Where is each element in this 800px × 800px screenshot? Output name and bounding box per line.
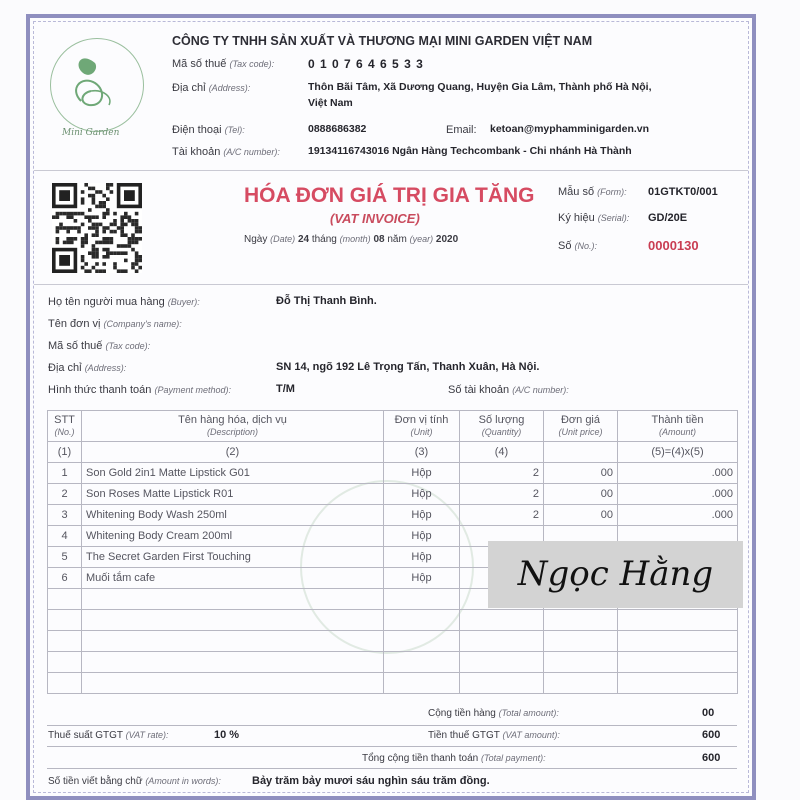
company-name: CÔNG TY TNHH SẢN XUẤT VÀ THƯƠNG MẠI MINI GARDEN VIỆT NAM [172, 34, 593, 48]
subtotal-row [47, 704, 737, 726]
cell-unit: Hộp [384, 568, 460, 589]
cell-description: Son Roses Matte Lipstick R01 [82, 484, 384, 505]
buyer-address: SN 14, ngõ 192 Lê Trọng Tấn, Thanh Xuân, Hà Nội. [276, 361, 540, 373]
cell-unit: Hộp [384, 505, 460, 526]
subtotal-label: Cộng tiền hàng (Total amount): [428, 708, 559, 719]
cell-unit-price: 00 [544, 484, 618, 505]
seller-email[interactable]: ketoan@myphamminigarden.vn [490, 123, 650, 135]
cell-no: 5 [48, 547, 82, 568]
cell-quantity: 2 [460, 484, 544, 505]
invoice-title: HÓA ĐƠN GIÁ TRỊ GIA TĂNG [244, 184, 535, 207]
seller-address-line1: Thôn Bãi Tâm, Xã Dương Quang, Huyện Gia Lâm, Thành phố Hà Nội, [308, 81, 652, 93]
cell-description: Whitening Body Wash 250ml [82, 505, 384, 526]
cell-no: 3 [48, 505, 82, 526]
form-label: Mẫu số (Form): [558, 186, 627, 198]
table-row [48, 484, 738, 505]
vat-rate-label: Thuế suất GTGT (VAT rate): [48, 730, 169, 741]
invoice-no: 0000130 [648, 238, 699, 253]
subtotal-value: 00 [702, 707, 715, 719]
logo-script-text: Mini Garden [62, 128, 120, 138]
index-cell [544, 442, 618, 463]
index-cell: (4) [460, 442, 544, 463]
seller-tax-label: Mã số thuế (Tax code): [172, 58, 275, 70]
name-overlay: Ngọc Hằng [488, 541, 743, 608]
cell-unit: Hộp [384, 547, 460, 568]
cell-amount: .000 [618, 463, 738, 484]
col-header-no: STT (No.) [48, 411, 82, 442]
buyer-company-label: Tên đơn vị (Company's name): [48, 318, 182, 330]
cell-no: 1 [48, 463, 82, 484]
leaf-icon [51, 39, 143, 131]
invoice-subtitle: (VAT INVOICE) [330, 211, 420, 226]
index-cell: (1) [48, 442, 82, 463]
col-header-quantity: Số lượng (Quantity) [460, 411, 544, 442]
seller-address-line2: Việt Nam [308, 97, 353, 109]
cell-unit: Hộp [384, 484, 460, 505]
vat-amount: 600 [702, 729, 721, 741]
form-value: 01GTKT0/001 [648, 186, 718, 198]
cell-amount: .000 [618, 505, 738, 526]
cell-no: 6 [48, 568, 82, 589]
seller-phone: 0888686382 [308, 123, 367, 135]
col-header-amount: Thành tiền (Amount) [618, 411, 738, 442]
cell-unit: Hộp [384, 463, 460, 484]
col-header-unit-price: Đơn giá (Unit price) [544, 411, 618, 442]
buyer-tax-label: Mã số thuế (Tax code): [48, 340, 151, 352]
seller-email-label: Email: [446, 124, 477, 136]
invoice-date: Ngày (Date) 24 tháng (month) 08 năm (year) 2020 [244, 234, 459, 245]
divider [34, 170, 748, 171]
cell-quantity: 2 [460, 505, 544, 526]
cell-description: The Secret Garden First Touching [82, 547, 384, 568]
cell-unit: Hộp [384, 526, 460, 547]
cell-quantity: 2 [460, 463, 544, 484]
cell-amount: .000 [618, 484, 738, 505]
table-row-empty [48, 631, 738, 652]
amount-words-label: Số tiền viết bằng chữ (Amount in words): [48, 776, 221, 787]
col-header-unit: Đơn vị tính (Unit) [384, 411, 460, 442]
seller-account-label: Tài khoản (A/C number): [172, 146, 280, 158]
index-cell: (2) [82, 442, 384, 463]
buyer-address-label: Địa chỉ (Address): [48, 362, 127, 374]
cell-unit-price: 00 [544, 505, 618, 526]
divider [34, 284, 748, 285]
table-row [48, 463, 738, 484]
serial-label: Ký hiệu (Serial): [558, 212, 630, 224]
buyer-name: Đỗ Thị Thanh Bình. [276, 295, 377, 307]
amount-words: Bảy trăm bảy mươi sáu nghìn sáu trăm đồng. [252, 775, 490, 787]
table-row-empty [48, 673, 738, 694]
vat-amount-label: Tiền thuế GTGT (VAT amount): [428, 730, 560, 741]
seller-address-label: Địa chỉ (Address): [172, 82, 251, 94]
index-cell: (5)=(4)x(5) [618, 442, 738, 463]
vat-rate: 10 % [214, 729, 240, 741]
buyer-name-label: Họ tên người mua hàng (Buyer): [48, 296, 200, 308]
payment-method: T/M [276, 383, 295, 395]
seller-account: 19134116743016 Ngân Hàng Techcombank - Chi nhánh Hà Thành [308, 145, 632, 157]
invoice-no-label: Số (No.): [558, 240, 598, 252]
total-payment: 600 [702, 752, 721, 764]
table-row [48, 505, 738, 526]
total-payment-label: Tổng cộng tiền thanh toán (Total payment): [362, 753, 546, 764]
table-row-empty [48, 652, 738, 673]
cell-description: Whitening Body Cream 200ml [82, 526, 384, 547]
payment-method-label: Hình thức thanh toán (Payment method): [48, 384, 231, 396]
company-logo [50, 38, 144, 132]
cell-no: 2 [48, 484, 82, 505]
cell-description: Muối tắm cafe [82, 568, 384, 589]
seller-tax-code: 0 1 0 7 6 4 6 5 3 3 [308, 57, 424, 71]
table-index-row [48, 442, 738, 463]
buyer-account-label: Số tài khoản (A/C number): [448, 384, 569, 396]
index-cell: (3) [384, 442, 460, 463]
serial-value: GD/20E [648, 212, 688, 224]
table-row-empty [48, 610, 738, 631]
qr-code [52, 183, 142, 273]
cell-no: 4 [48, 526, 82, 547]
seller-phone-label: Điện thoại (Tel): [172, 124, 245, 136]
col-header-description: Tên hàng hóa, dịch vụ (Description) [82, 411, 384, 442]
cell-description: Son Gold 2in1 Matte Lipstick G01 [82, 463, 384, 484]
table-header-row [48, 411, 738, 442]
cell-unit-price: 00 [544, 463, 618, 484]
